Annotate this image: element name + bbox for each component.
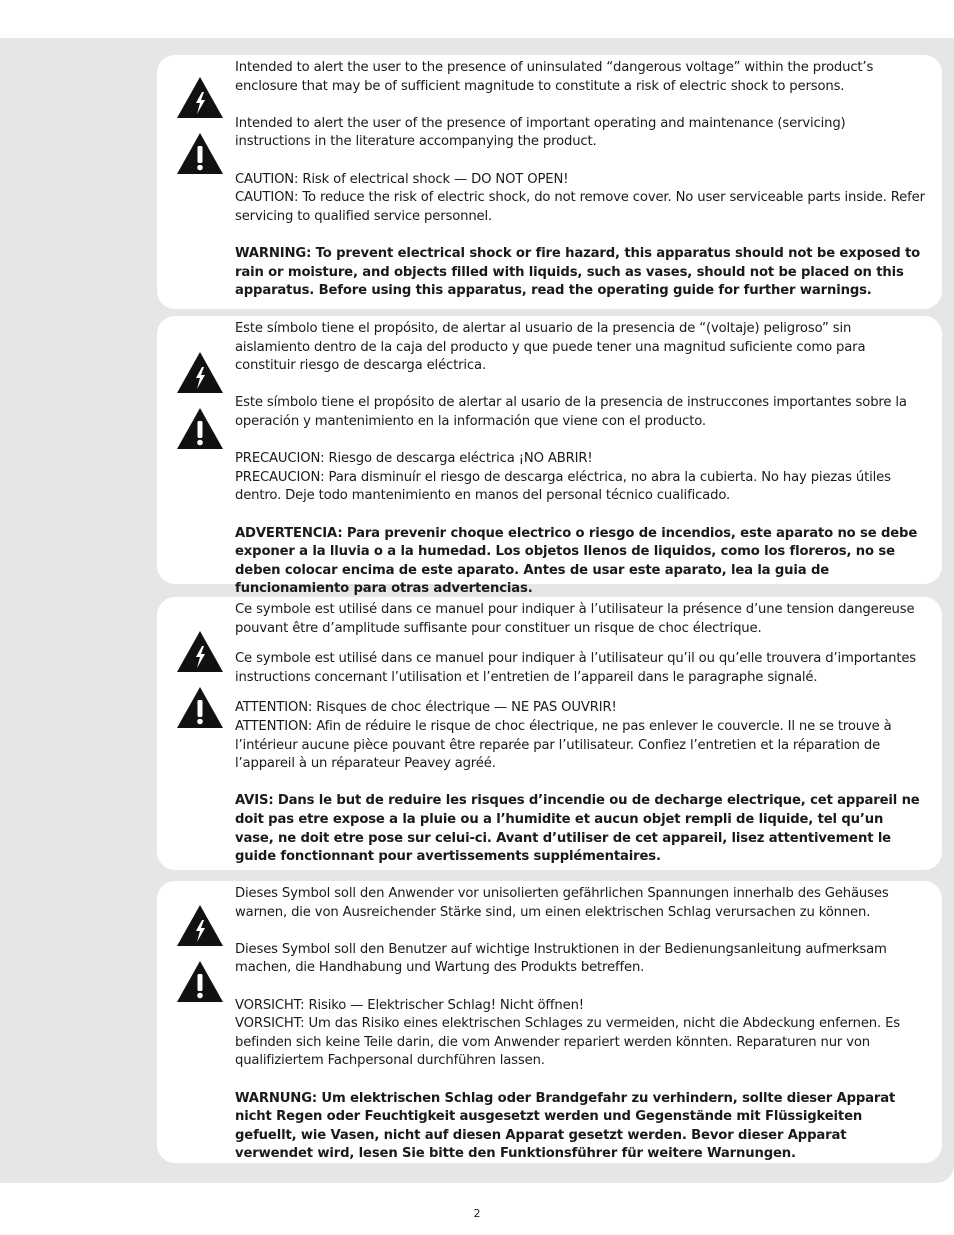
exclamation-warning-icon [176,686,224,730]
caution-label: ATTENTION: [235,718,313,734]
caution-line-1 [235,997,925,1016]
caution-text: Risk of electrical shock — DO NOT OPEN! [298,171,569,187]
caution-label: ATTENTION: [235,700,313,716]
instructions-warning-text: Este símbolo tiene el propósito de alertar al usario de la presencia de instruccones importantes sobre la operación y mantenimiento en la información que viene con el producto. [235,395,907,429]
caution-line-1 [235,171,925,190]
exclamation-warning-icon [176,960,224,1004]
warning-icons [176,630,224,730]
panel-text [235,59,925,301]
caution-text: Risiko — Elektrischer Schlag! Nicht öffnen! [304,997,584,1013]
panel-text [235,885,925,1164]
caution-text: Um das Risiko eines elektrischen Schlages zu vermeiden, nicht die Abdeckung enfernen. Es befinden sich keine Teile darin, die vom Anwender repariert werden könnten. Reparaturen nur von qualifiziertem Fachpersonal durchführen lassen. [235,1016,901,1069]
caution-label: PRECAUCION: [235,469,325,485]
lightning-bolt-warning-icon [176,904,224,948]
caution-text: Risques de choc électrique — NE PAS OUVRIR! [312,700,617,716]
panel-text [235,601,925,867]
lightning-bolt-warning-icon [176,351,224,395]
page-number: 2 [473,1207,481,1220]
exclamation-warning-icon [176,407,224,451]
safety-panel-german [157,881,942,1163]
instructions-warning-text: Ce symbole est utilisé dans ce manuel pour indiquer à l’utilisateur qu’il ou qu’elle trouvera d’importantes instructions concernant l’utilisation et l’entretien de l’appareil dans le paragraphe signalé. [235,651,917,685]
exclamation-warning-icon [176,132,224,176]
warning-icons [176,904,224,1004]
instructions-warning-text: Intended to alert the user of the presence of important operating and maintenance (servicing) instructions in the literature accompanying the product. [235,115,846,150]
warning-icons [176,351,224,451]
voltage-warning-text: Este símbolo tiene el propósito, de alertar al usuario de la presencia de “(voltaje) peligroso” sin aislamiento dentro de la caja del producto y que puede tener una magnitud suficiente como para constituir riesgo de descarga eléctrica. [235,321,866,374]
panel-text [235,320,925,599]
caution-text: To reduce the risk of electric shock, do not remove cover. No user serviceable parts inside. Refer servicing to qualified service personnel. [235,190,925,224]
caution-label: CAUTION: [235,171,299,187]
caution-text: Afin de réduire le risque de choc électrique, ne pas enlever le couvercle. Il ne se trouve à l’intérieur aucune pièce pouvant être reparée par l’utilisateur. Confiez l’entretien et la réparation de l’appareil à un réparateur Peavey agréé. [235,718,892,772]
voltage-warning-text: Intended to alert the user to the presence of uninsulated “dangerous voltage” within the product’s enclosure that may be of sufficient magnitude to constitute a risk of electric shock to persons. [235,60,874,94]
caution-label: PRECAUCION: [235,451,325,467]
voltage-warning-text: Ce symbole est utilisé dans ce manuel pour indiquer à l’utilisateur la présence d’une tension dangereuse pouvant être d’amplitude suffisante pour constituer un risque de choc électrique. [235,602,915,636]
lightning-bolt-warning-icon [176,76,224,120]
caution-line-2 [235,469,925,506]
fire-hazard-warning: WARNING: To prevent electrical shock or fire hazard, this apparatus should not be exposed to rain or moisture, and objects filled with liquids, such as vases, should not be placed on this apparatus. Before using this apparatus, read the operating guide for further warnings. [235,245,921,299]
caution-text: Riesgo de descarga eléctrica ¡NO ABRIR! [324,451,593,467]
fire-hazard-warning: AVIS: Dans le but de reduire les risques d’incendie ou de decharge electrique, cet appareil ne doit pas etre expose a la pluie ou a l’humidite et aucun objet rempli de liquide, tel qu’un vase, ne doit etre pose sur celui-ci. Avant d’utiliser de cet appareil, lisez attentivement le guide fonctionnant pour avertissements supplémentaires. [235,793,920,865]
caution-text: Para disminuír el riesgo de descarga eléctrica, no abra la cubierta. No hay piezas útiles dentro. Deje todo mantenimiento en manos del personal técnico cualificado. [235,469,891,504]
voltage-warning-text: Dieses Symbol soll den Anwender vor unisolierten gefährlichen Spannungen innerhalb des Gehäuses warnen, die von Ausreichender Stärke sind, um einen elektrischen Schlag verursachen zu können. [235,886,889,920]
caution-line-1 [235,699,925,718]
fire-hazard-warning: ADVERTENCIA: Para prevenir choque electrico o riesgo de incendios, este aparato no se debe exponer a la lluvia o a la humedad. Los objetos llenos de liquidos, como los floreros, no se deben colocar encima de este aparato. Antes de usar este aparato, lea la guia de funcionamiento para otras advertencias. [235,525,918,597]
fire-hazard-warning: WARNUNG: Um elektrischen Schlag oder Brandgefahr zu verhindern, sollte dieser Apparat nicht Regen oder Feuchtigkeit ausgesetzt werden und Gegenstände mit Flüssigkeiten gefuellt, wie Vasen, nicht auf diesen Apparat gesetzt werden. Bevor dieser Apparat verwendet wird, lesen Sie bitte den Funktionsführer für weitere Warnungen. [235,1090,896,1162]
caution-line-2 [235,1015,925,1071]
lightning-bolt-warning-icon [176,630,224,674]
caution-label: CAUTION: [235,190,299,206]
safety-panel-english [157,55,942,309]
warning-icons [176,76,224,176]
caution-line-2 [235,718,925,774]
caution-label: VORSICHT: [235,1016,305,1032]
safety-panel-french [157,597,942,870]
caution-label: VORSICHT: [235,997,305,1013]
caution-line-1 [235,450,925,469]
caution-line-2 [235,189,925,226]
safety-panel-spanish [157,316,942,597]
instructions-warning-text: Dieses Symbol soll den Benutzer auf wichtige Instruktionen in der Bedienungsanleitung aufmerksam machen, die Handhabung und Wartung des Produkts betreffen. [235,941,887,976]
